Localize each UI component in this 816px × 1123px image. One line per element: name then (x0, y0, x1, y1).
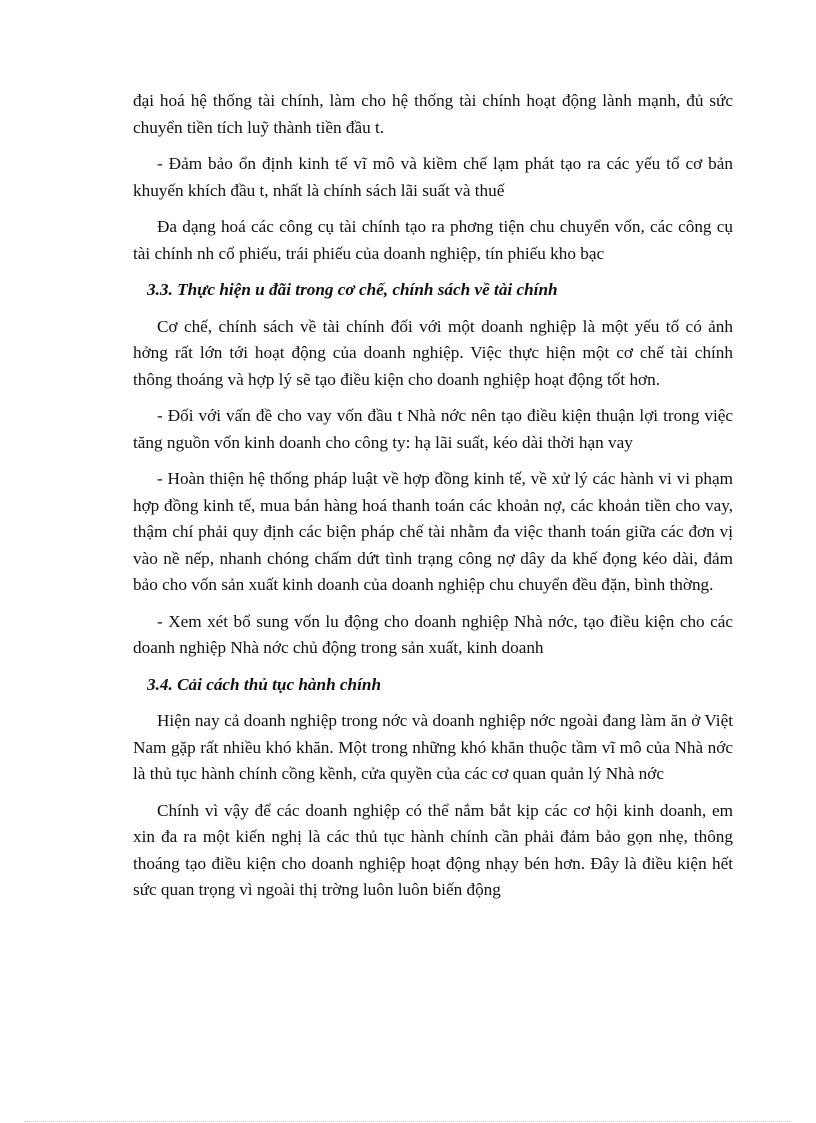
paragraph-financial-instruments: Đa dạng hoá các công cụ tài chính tạo ra phơng tiện chu chuyển vốn, các công cụ tài chính nh cổ phiếu, trái phiếu của doanh nghiệp, tín phiếu kho bạc (133, 217, 733, 263)
paragraph-investment-loans: - Đối với vấn đề cho vay vốn đầu t Nhà nớc nên tạo điều kiện thuận lợi trong việc tăng nguồn vốn kinh doanh cho công ty: hạ lãi suất, kéo dài thời hạn vay (133, 406, 733, 452)
section-heading-3-3: 3.3. Thực hiện u đãi trong cơ chế, chính sách về tài chính (147, 280, 558, 299)
paragraph-administrative-difficulties: Hiện nay cả doanh nghiệp trong nớc và doanh nghiệp nớc ngoài đang làm ăn ở Việt Nam gặp rất nhiều khó khăn. Một trong những khó khăn thuộc tầm vĩ mô của Nhà nớc là thủ tục hành chính cồng kềnh, cửa quyền của các cơ quan quản lý Nhà nớc (133, 711, 733, 783)
page-body (133, 88, 733, 914)
paragraph-financial-mechanism: Cơ chế, chính sách về tài chính đối với một doanh nghiệp là một yếu tố có ảnh hởng rất lớn tới hoạt động của doanh nghiệp. Việc thực hiện một cơ chế tài chính thông thoáng và hợp lý sẽ tạo điều kiện cho doanh nghiệp hoạt động tốt hơn. (133, 316, 733, 389)
page-bottom-divider (24, 1121, 792, 1122)
paragraph-financial-system: đại hoá hệ thống tài chính, làm cho hệ thống tài chính hoạt động lành mạnh, đủ sức chuyển tiền tích luỹ thành tiền đầu t. (133, 91, 733, 137)
paragraph-economic-contract-law: - Hoàn thiện hệ thống pháp luật về hợp đồng kinh tế, về xử lý các hành vi vi phạm hợp đồng kinh tế, mua bán hàng hoá thanh toán các khoản nợ, các khoản tiền cho vay, thậm chí phải quy định các biện pháp chế tài nhằm đa việc thanh toán giữa các đơn vị vào nề nếp, nhanh chóng chấm dứt tình trạng công nợ dây da khế đọng kéo dài, đảm bảo cho vốn sản xuất kinh doanh của doanh nghiệp chu chuyển đều đặn, bình thờng. (133, 469, 733, 594)
section-heading-3-4: 3.4. Cải cách thủ tục hành chính (147, 674, 382, 694)
paragraph-macro-stability: - Đảm bảo ổn định kinh tế vĩ mô và kiềm chế lạm phát tạo ra các yếu tố cơ bản khuyến khích đầu t, nhất là chính sách lãi suất và thuế (133, 154, 733, 200)
paragraph-administrative-recommendation: Chính vì vậy để các doanh nghiệp có thể nắm bắt kịp các cơ hội kinh doanh, em xin đa ra một kiến nghị là các thủ tục hành chính cần phải đảm bảo gọn nhẹ, thông thoáng tạo điều kiện cho doanh nghiệp hoạt động nhạy bén hơn. Đây là điều kiện hết sức quan trọng vì ngoài thị trờng luôn luôn biến động (133, 800, 733, 899)
paragraph-working-capital: - Xem xét bổ sung vốn lu động cho doanh nghiệp Nhà nớc, tạo điều kiện cho các doanh nghiệp Nhà nớc chủ động trong sản xuất, kinh doanh (133, 611, 733, 657)
